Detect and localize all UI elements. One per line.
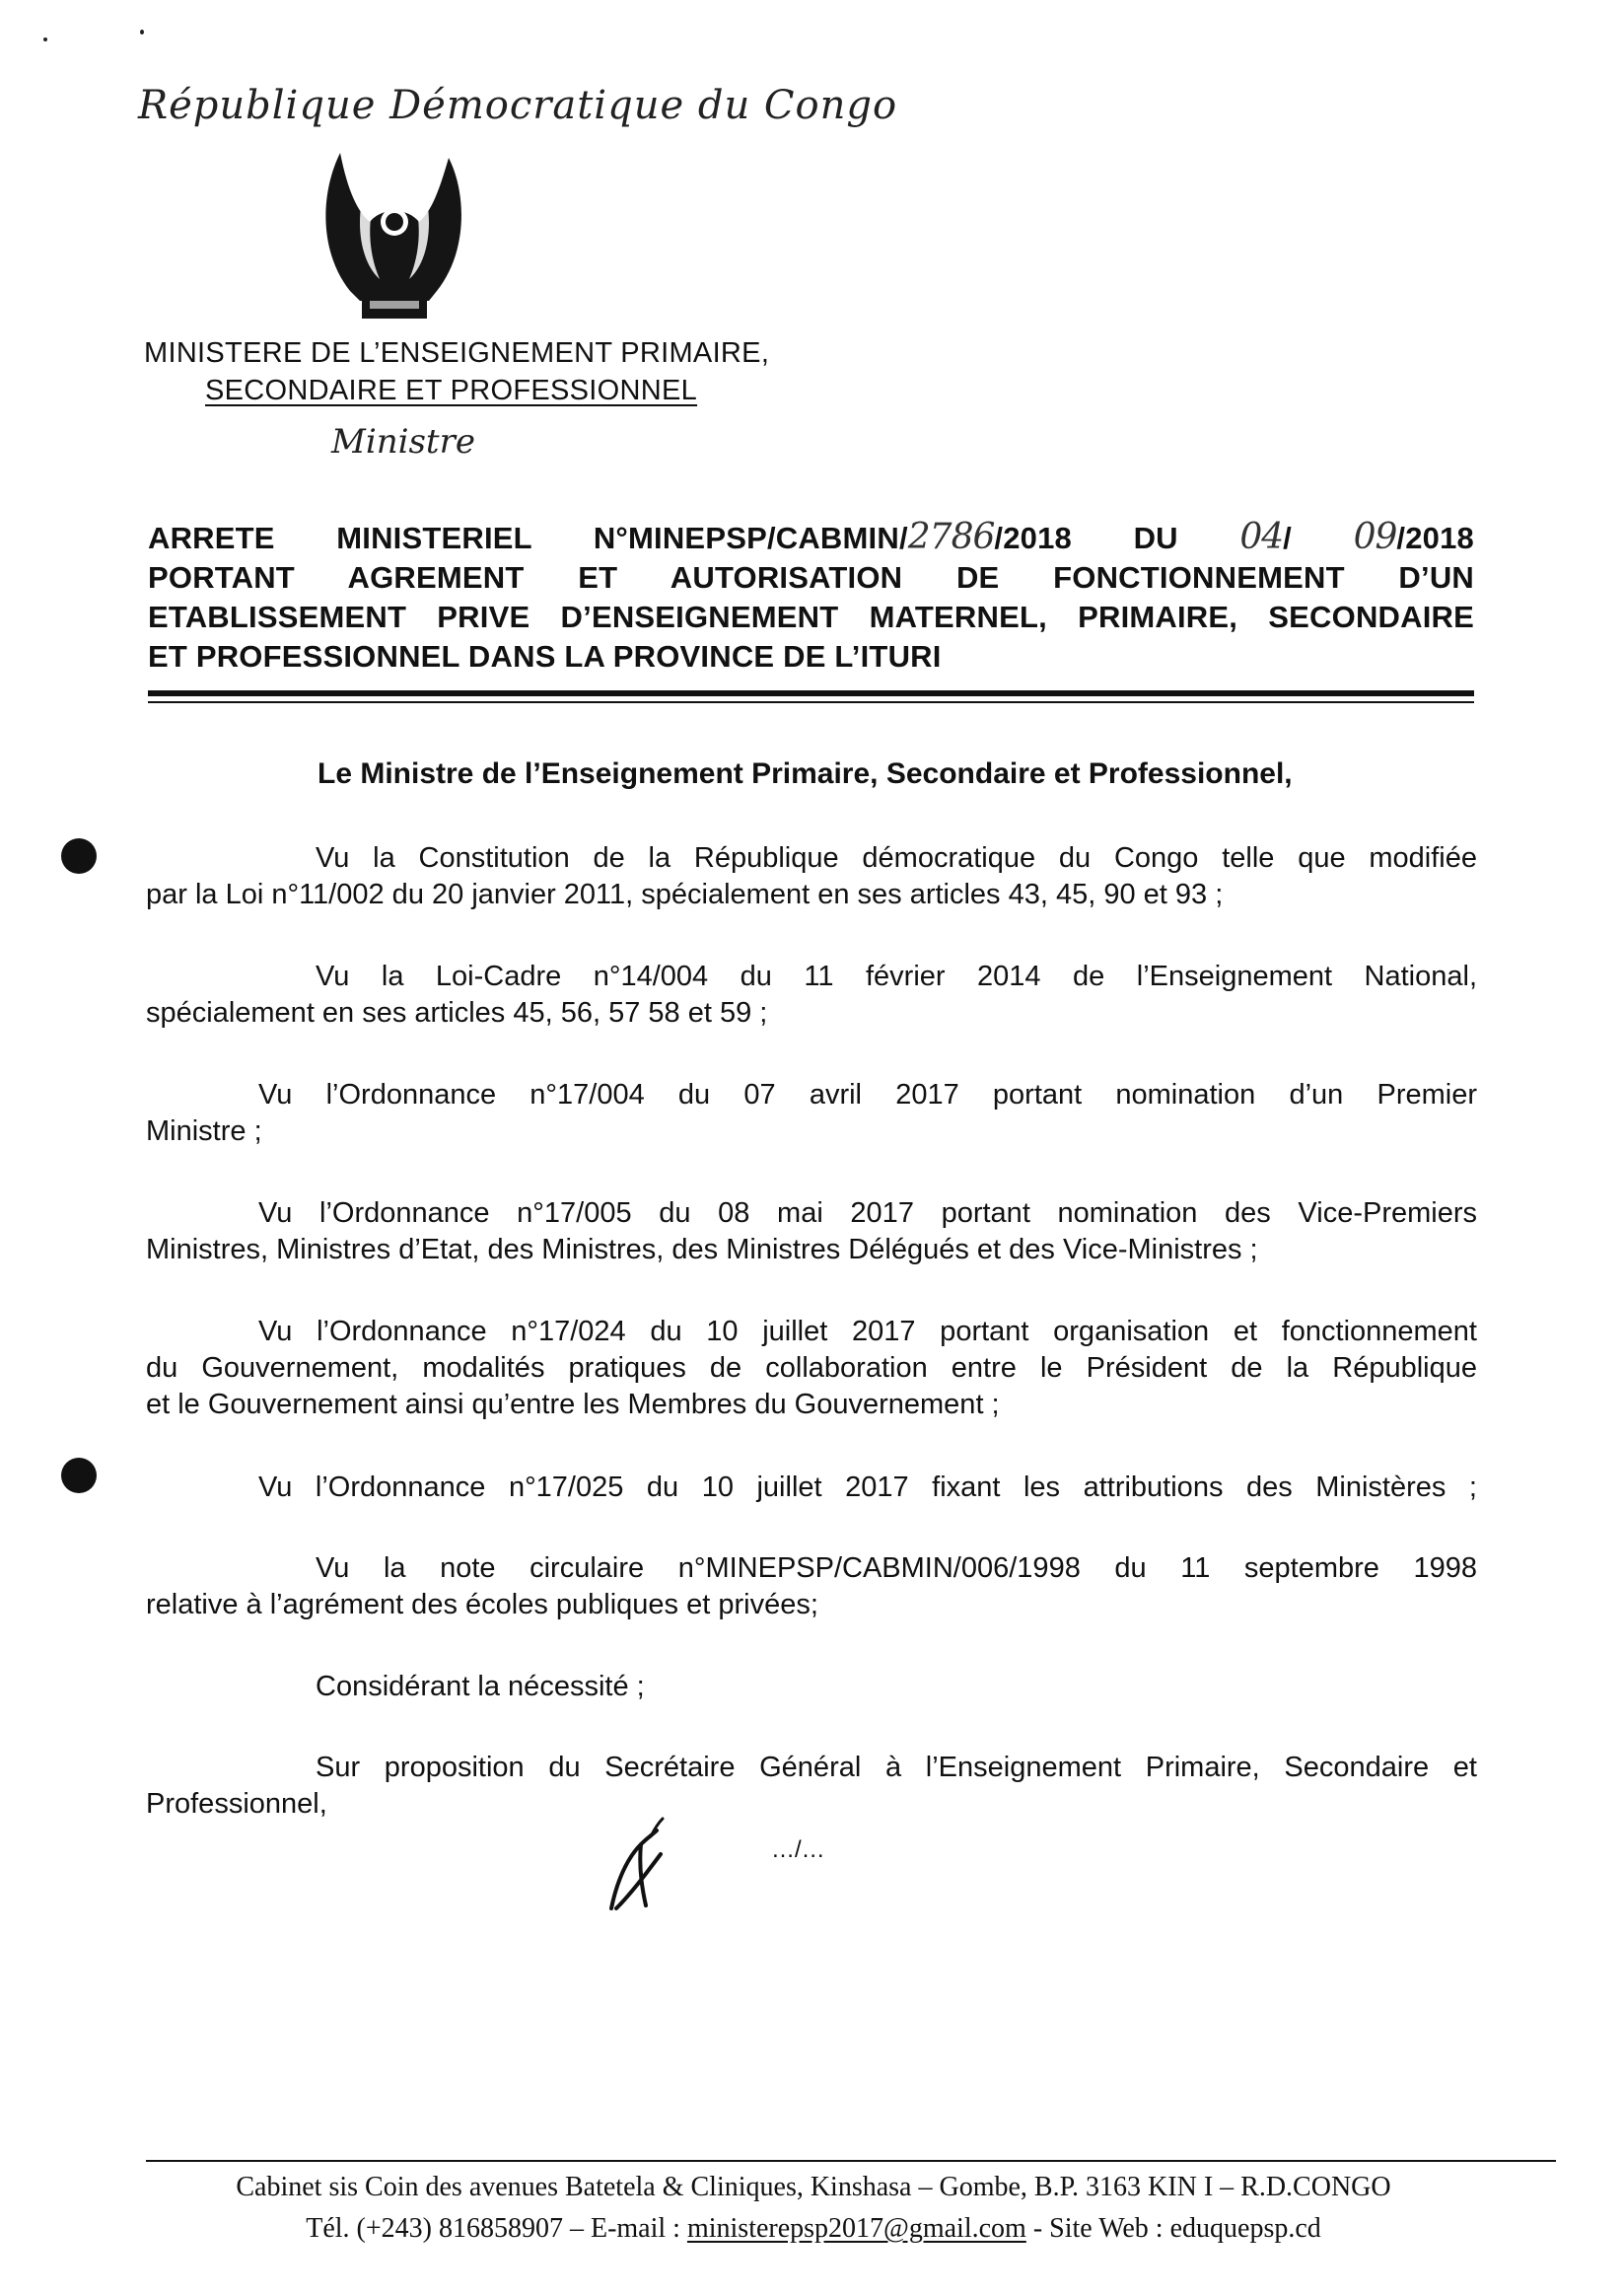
considerant-paragraph (146, 1750, 1477, 1823)
considerant-paragraph (146, 1470, 1477, 1506)
footer-phone: Tél. (+243) 816858907 – E-mail : (306, 2213, 687, 2244)
minister-heading: Le Ministre de l’Enseignement Primaire, Secondaire et Professionnel, (318, 757, 1293, 790)
paragraph-line: Vu la Loi-Cadre n°14/004 du 11 février 2014 de l’Enseignement National, (316, 961, 1477, 992)
paragraph-line: Vu la Constitution de la République démocratique du Congo telle que modifiée (316, 842, 1477, 874)
handwritten-day: 04 (1239, 517, 1284, 557)
paragraph-line: Sur proposition du Secrétaire Général à l’Enseignement Primaire, Secondaire et (316, 1752, 1477, 1783)
considerant-paragraph (146, 1077, 1477, 1150)
paragraph-line: Vu l’Ordonnance n°17/005 du 08 mai 2017 portant nomination des Vice-Premiers (258, 1197, 1477, 1229)
decree-title-line2: PORTANT AGREMENT ET AUTORISATION DE FONCTIONNEMENT D’UN (148, 560, 1474, 595)
decree-year-mid: /2018 DU (994, 521, 1178, 555)
decree-year-end: /2018 (1396, 521, 1474, 555)
handwritten-decree-number: 2786 (907, 517, 995, 557)
footer-contact (148, 2213, 1479, 2245)
paragraph-line: Ministres, Ministres d’Etat, des Ministres, des Ministres Délégués et des Vice-Ministres ; (146, 1234, 1258, 1265)
considerant-paragraph (146, 840, 1477, 913)
handwritten-month: 09 (1353, 517, 1397, 557)
paragraph-line: relative à l’agrément des écoles publiques et privées; (146, 1589, 818, 1620)
considerant-paragraph (146, 1669, 1477, 1705)
scan-speck (140, 30, 144, 35)
decree-title-line1: ARRETE MINISTERIEL N°MINEPSP/CABMIN/2786/2018 DU 04/ 09/2018 (148, 517, 1474, 557)
punch-hole-mark (61, 1458, 97, 1493)
ministre-script-label: Ministre (331, 422, 475, 462)
considerant-paragraph (146, 1314, 1477, 1423)
paragraph-line: Vu l’Ordonnance n°17/024 du 10 juillet 2017 portant organisation et fonctionnement (258, 1316, 1477, 1347)
ministry-name-line1: MINISTERE DE L’ENSEIGNEMENT PRIMAIRE, (144, 337, 770, 369)
footer-email-link[interactable]: ministerepsp2017@gmail.com (686, 2213, 1026, 2244)
footer-rule (146, 2160, 1556, 2162)
title-rule-thin (148, 701, 1474, 703)
paragraph-line: Considérant la nécessité ; (316, 1671, 645, 1702)
paragraph-line: Vu l’Ordonnance n°17/004 du 07 avril 2017 portant nomination d’un Premier (258, 1079, 1477, 1111)
paragraph-line: Vu l’Ordonnance n°17/025 du 10 juillet 2017 fixant les attributions des Ministères ; (258, 1471, 1477, 1503)
considerant-paragraph (146, 1195, 1477, 1268)
paragraph-line: Ministre ; (146, 1115, 262, 1147)
decree-number-prefix: ARRETE MINISTERIEL N°MINEPSP/CABMIN/ (148, 521, 908, 555)
coat-of-arms-emblem (320, 153, 468, 321)
paragraph-line: par la Loi n°11/002 du 20 janvier 2011, spécialement en ses articles 43, 45, 90 et 93 ; (146, 879, 1224, 910)
decree-title (148, 518, 1474, 677)
handwritten-initials (592, 1815, 700, 1913)
footer-website: - Site Web : eduquepsp.cd (1025, 2213, 1321, 2244)
republic-heading: République Démocratique du Congo (138, 83, 898, 128)
decree-title-line3: ETABLISSEMENT PRIVE D’ENSEIGNEMENT MATERNEL, PRIMAIRE, SECONDAIRE (148, 600, 1474, 634)
paragraph-line: et le Gouvernement ainsi qu’entre les Membres du Gouvernement ; (146, 1389, 1000, 1420)
paragraph-line: du Gouvernement, modalités pratiques de collaboration entre le Président de la République (146, 1352, 1477, 1384)
continued-marker: …/… (771, 1836, 825, 1863)
decree-title-line4: ET PROFESSIONNEL DANS LA PROVINCE DE L’ITURI (148, 639, 942, 674)
paragraph-line: Professionnel, (146, 1788, 327, 1820)
scan-speck (43, 37, 47, 41)
considerant-paragraph (146, 959, 1477, 1032)
paragraph-line: Vu la note circulaire n°MINEPSP/CABMIN/006/1998 du 11 septembre 1998 (316, 1552, 1477, 1584)
footer-address: Cabinet sis Coin des avenues Batetela & Cliniques, Kinshasa – Gombe, B.P. 3163 KIN I – R.D.CONGO (236, 2172, 1391, 2202)
punch-hole-mark (61, 838, 97, 874)
title-rule-thick (148, 690, 1474, 696)
ministry-name-line2: SECONDAIRE ET PROFESSIONNEL (205, 375, 698, 406)
paragraph-line: spécialement en ses articles 45, 56, 57 58 et 59 ; (146, 997, 768, 1029)
considerant-paragraph (146, 1550, 1477, 1623)
